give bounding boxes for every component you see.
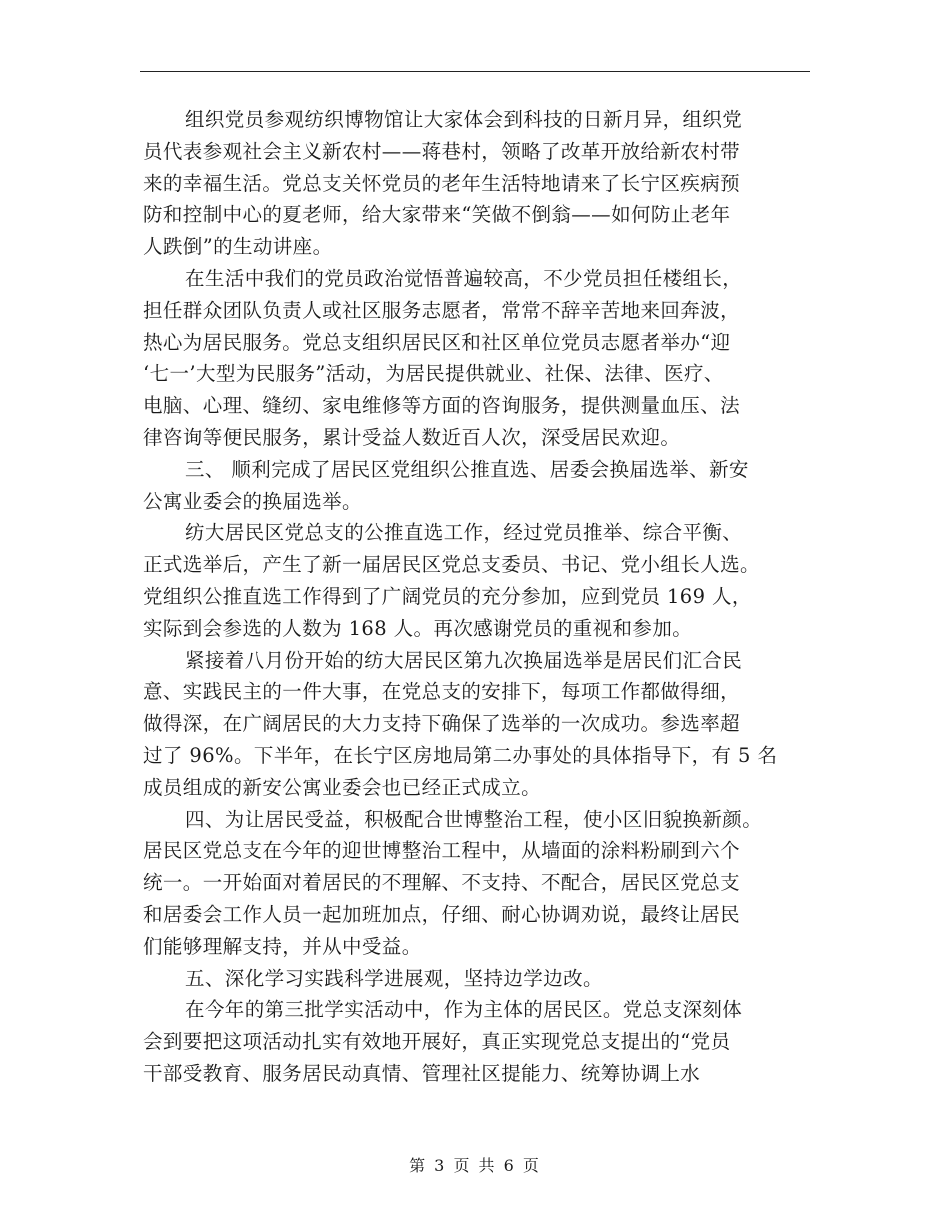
text-line: 五、深化学习实践科学进展观，坚持边学边改。 — [185, 966, 603, 990]
text-line: 在今年的第三批学实活动中，作为主体的居民区。党总支深刻体 — [185, 998, 743, 1022]
text-line: 和居委会工作人员一起加班加点，仔细、耐心协调劝说，最终让居民 — [143, 902, 741, 926]
text-line: 纺大居民区党总支的公推直选工作，经过党员推举、综合平衡、 — [185, 521, 743, 545]
text-line: 在生活中我们的党员政治觉悟普遍较高，不少党员担任楼组长， — [185, 266, 743, 290]
document-body — [143, 104, 808, 1090]
text-line: 担任群众团队负责人或社区服务志愿者，常常不辞辛苦地来回奔波， — [143, 298, 741, 322]
text-line: 成员组成的新安公寓业委会也已经正式成立。 — [143, 775, 542, 799]
text-line: 公寓业委会的换届选举。 — [143, 489, 362, 513]
text-line: 四、为让居民受益，积极配合世博整治工程，使小区旧貌换新颜。 — [185, 807, 763, 831]
text-line: 意、实践民主的一件大事，在党总支的安排下，每项工作都做得细， — [143, 680, 741, 704]
text-line: ‘七一’大型为民服务”活动，为居民提供就业、社保、法律、医疗、 — [143, 362, 724, 386]
page-number: 第 3 页 共 6 页 — [409, 1156, 541, 1175]
text-line: 来的幸福生活。党总支关怀党员的老年生活特地请来了长宁区疾病预 — [143, 171, 741, 195]
text-line: 组织党员参观纺织博物馆让大家体会到科技的日新月异，组织党 — [185, 108, 743, 131]
header-rule — [140, 71, 810, 72]
text-line: 统一。一开始面对着居民的不理解、不支持、不配合，居民区党总支 — [143, 871, 741, 895]
text-line: 紧接着八月份开始的纺大居民区第九次换届选举是居民们汇合民 — [185, 648, 743, 672]
text-line: 居民区党总支在今年的迎世博整治工程中，从墙面的涂料粉刷到六个 — [143, 839, 741, 863]
text-line: 人跌倒”的生动讲座。 — [143, 235, 333, 259]
text-line: 防和控制中心的夏老师，给大家带来“笑做不倒翁——如何防止老年 — [143, 203, 731, 227]
text-line: 会到要把这项活动扎实有效地开展好，真正实现党总支提出的“党员 — [143, 1030, 731, 1054]
text-line: 做得深，在广阔居民的大力支持下确保了选举的一次成功。参选率超 — [143, 712, 741, 736]
text-line: 员代表参观社会主义新农村——蒋巷村，领略了改革开放给新农村带 — [143, 139, 741, 163]
text-line: 热心为居民服务。党总支组织居民区和社区单位党员志愿者举办“迎 — [143, 330, 731, 354]
text-line: 干部受教育、服务居民动真情、管理社区提能力、统筹协调上水 — [143, 1061, 701, 1085]
text-line: 过了 96%。下半年，在长宁区房地局第二办事处的具体指导下，有 5 名 — [143, 743, 778, 767]
text-line: 电脑、心理、缝纫、家电维修等方面的咨询服务，提供测量血压、法 — [143, 394, 741, 418]
text-line: 三、 顺利完成了居民区党组织公推直选、居委会换届选举、新安 — [185, 457, 749, 481]
text-line: 党组织公推直选工作得到了广阔党员的充分参加，应到党员 169 人， — [143, 584, 752, 608]
text-line: 正式选举后，产生了新一届居民区党总支委员、书记、党小组长人选。 — [143, 553, 760, 577]
text-line: 律咨询等便民服务，累计受益人数近百人次，深受居民欢迎。 — [143, 425, 681, 449]
text-line: 们能够理解支持，并从中受益。 — [143, 934, 422, 958]
text-line: 实际到会参选的人数为 168 人。再次感谢党员的重视和参加。 — [143, 616, 693, 640]
